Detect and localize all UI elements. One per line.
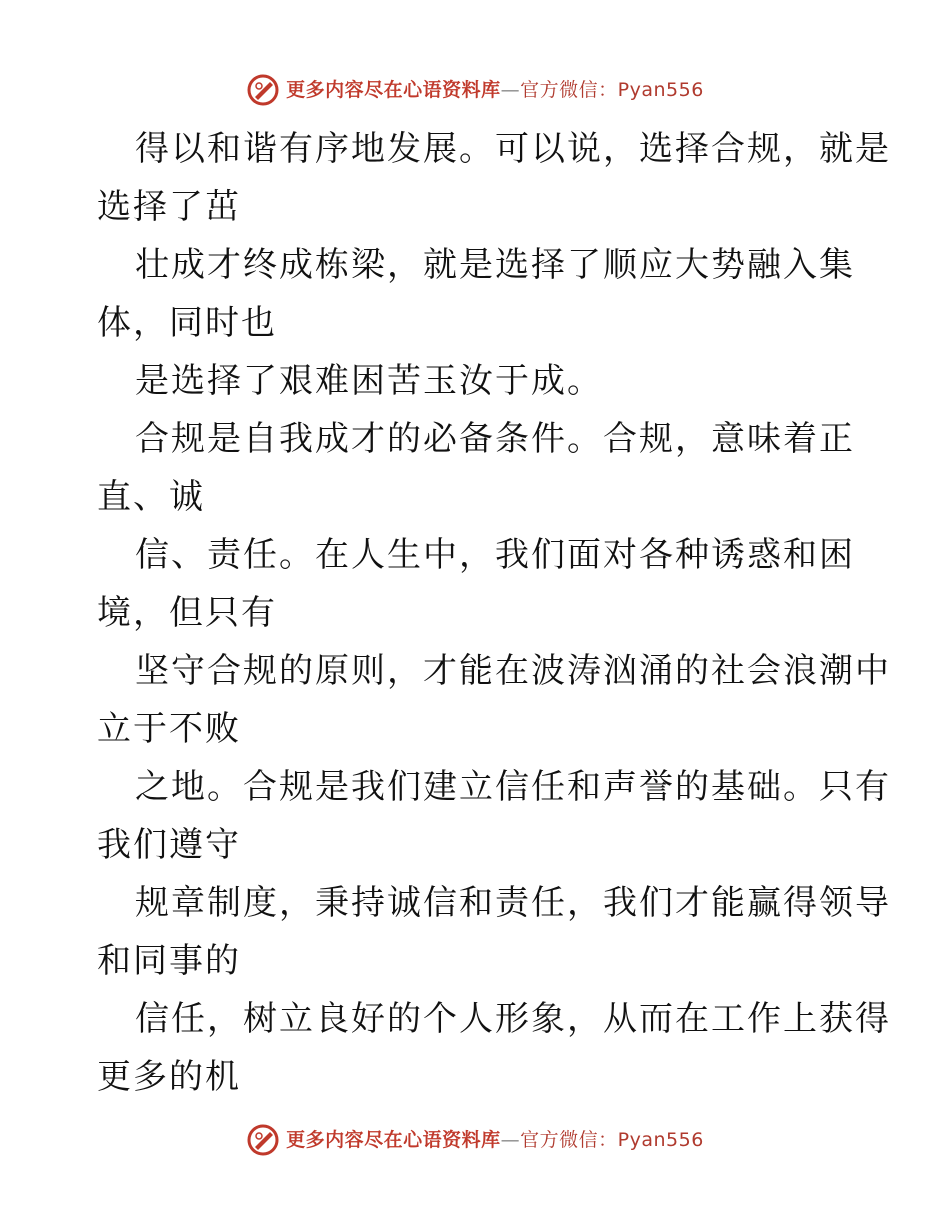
footer-watermark xyxy=(0,1120,950,1160)
logo-icon xyxy=(246,1123,280,1157)
text-line: 合规是自我成才的必备条件。合规，意味着正 xyxy=(135,419,855,459)
text-line: 我们遵守 xyxy=(97,825,241,865)
document-body xyxy=(97,120,891,1106)
text-line: 得以和谐有序地发展。可以说，选择合规，就是 xyxy=(135,129,891,169)
text-line: 坚守合规的原则，才能在波涛汹涌的社会浪潮中 xyxy=(135,651,891,691)
watermark-wechat: 官方微信：Pyan556 xyxy=(520,78,704,101)
text-line: 立于不败 xyxy=(97,709,241,749)
text-line: 是选择了艰难困苦玉汝于成。 xyxy=(135,361,603,401)
text-line: 和同事的 xyxy=(97,941,241,981)
watermark-separator: — xyxy=(500,78,521,101)
text-line: 之地。合规是我们建立信任和声誉的基础。只有 xyxy=(135,767,891,807)
text-line: 境，但只有 xyxy=(97,593,277,633)
text-line: 选择了茁 xyxy=(97,187,241,227)
watermark-brand: 更多内容尽在心语资料库 xyxy=(286,1128,501,1151)
text-line: 壮成才终成栋梁，就是选择了顺应大势融入集 xyxy=(135,245,855,285)
text-line: 更多的机 xyxy=(97,1057,241,1097)
watermark-wechat: 官方微信：Pyan556 xyxy=(520,1128,704,1151)
watermark-brand: 更多内容尽在心语资料库 xyxy=(286,78,501,101)
logo-icon xyxy=(246,73,280,107)
text-line: 信任，树立良好的个人形象，从而在工作上获得 xyxy=(135,999,891,1039)
text-line: 直、诚 xyxy=(97,477,205,517)
text-line: 规章制度，秉持诚信和责任，我们才能赢得领导 xyxy=(135,883,891,923)
watermark-separator: — xyxy=(500,1128,521,1151)
text-line: 信、责任。在人生中，我们面对各种诱惑和困 xyxy=(135,535,855,575)
text-line: 体，同时也 xyxy=(97,303,277,343)
header-watermark xyxy=(0,70,950,110)
